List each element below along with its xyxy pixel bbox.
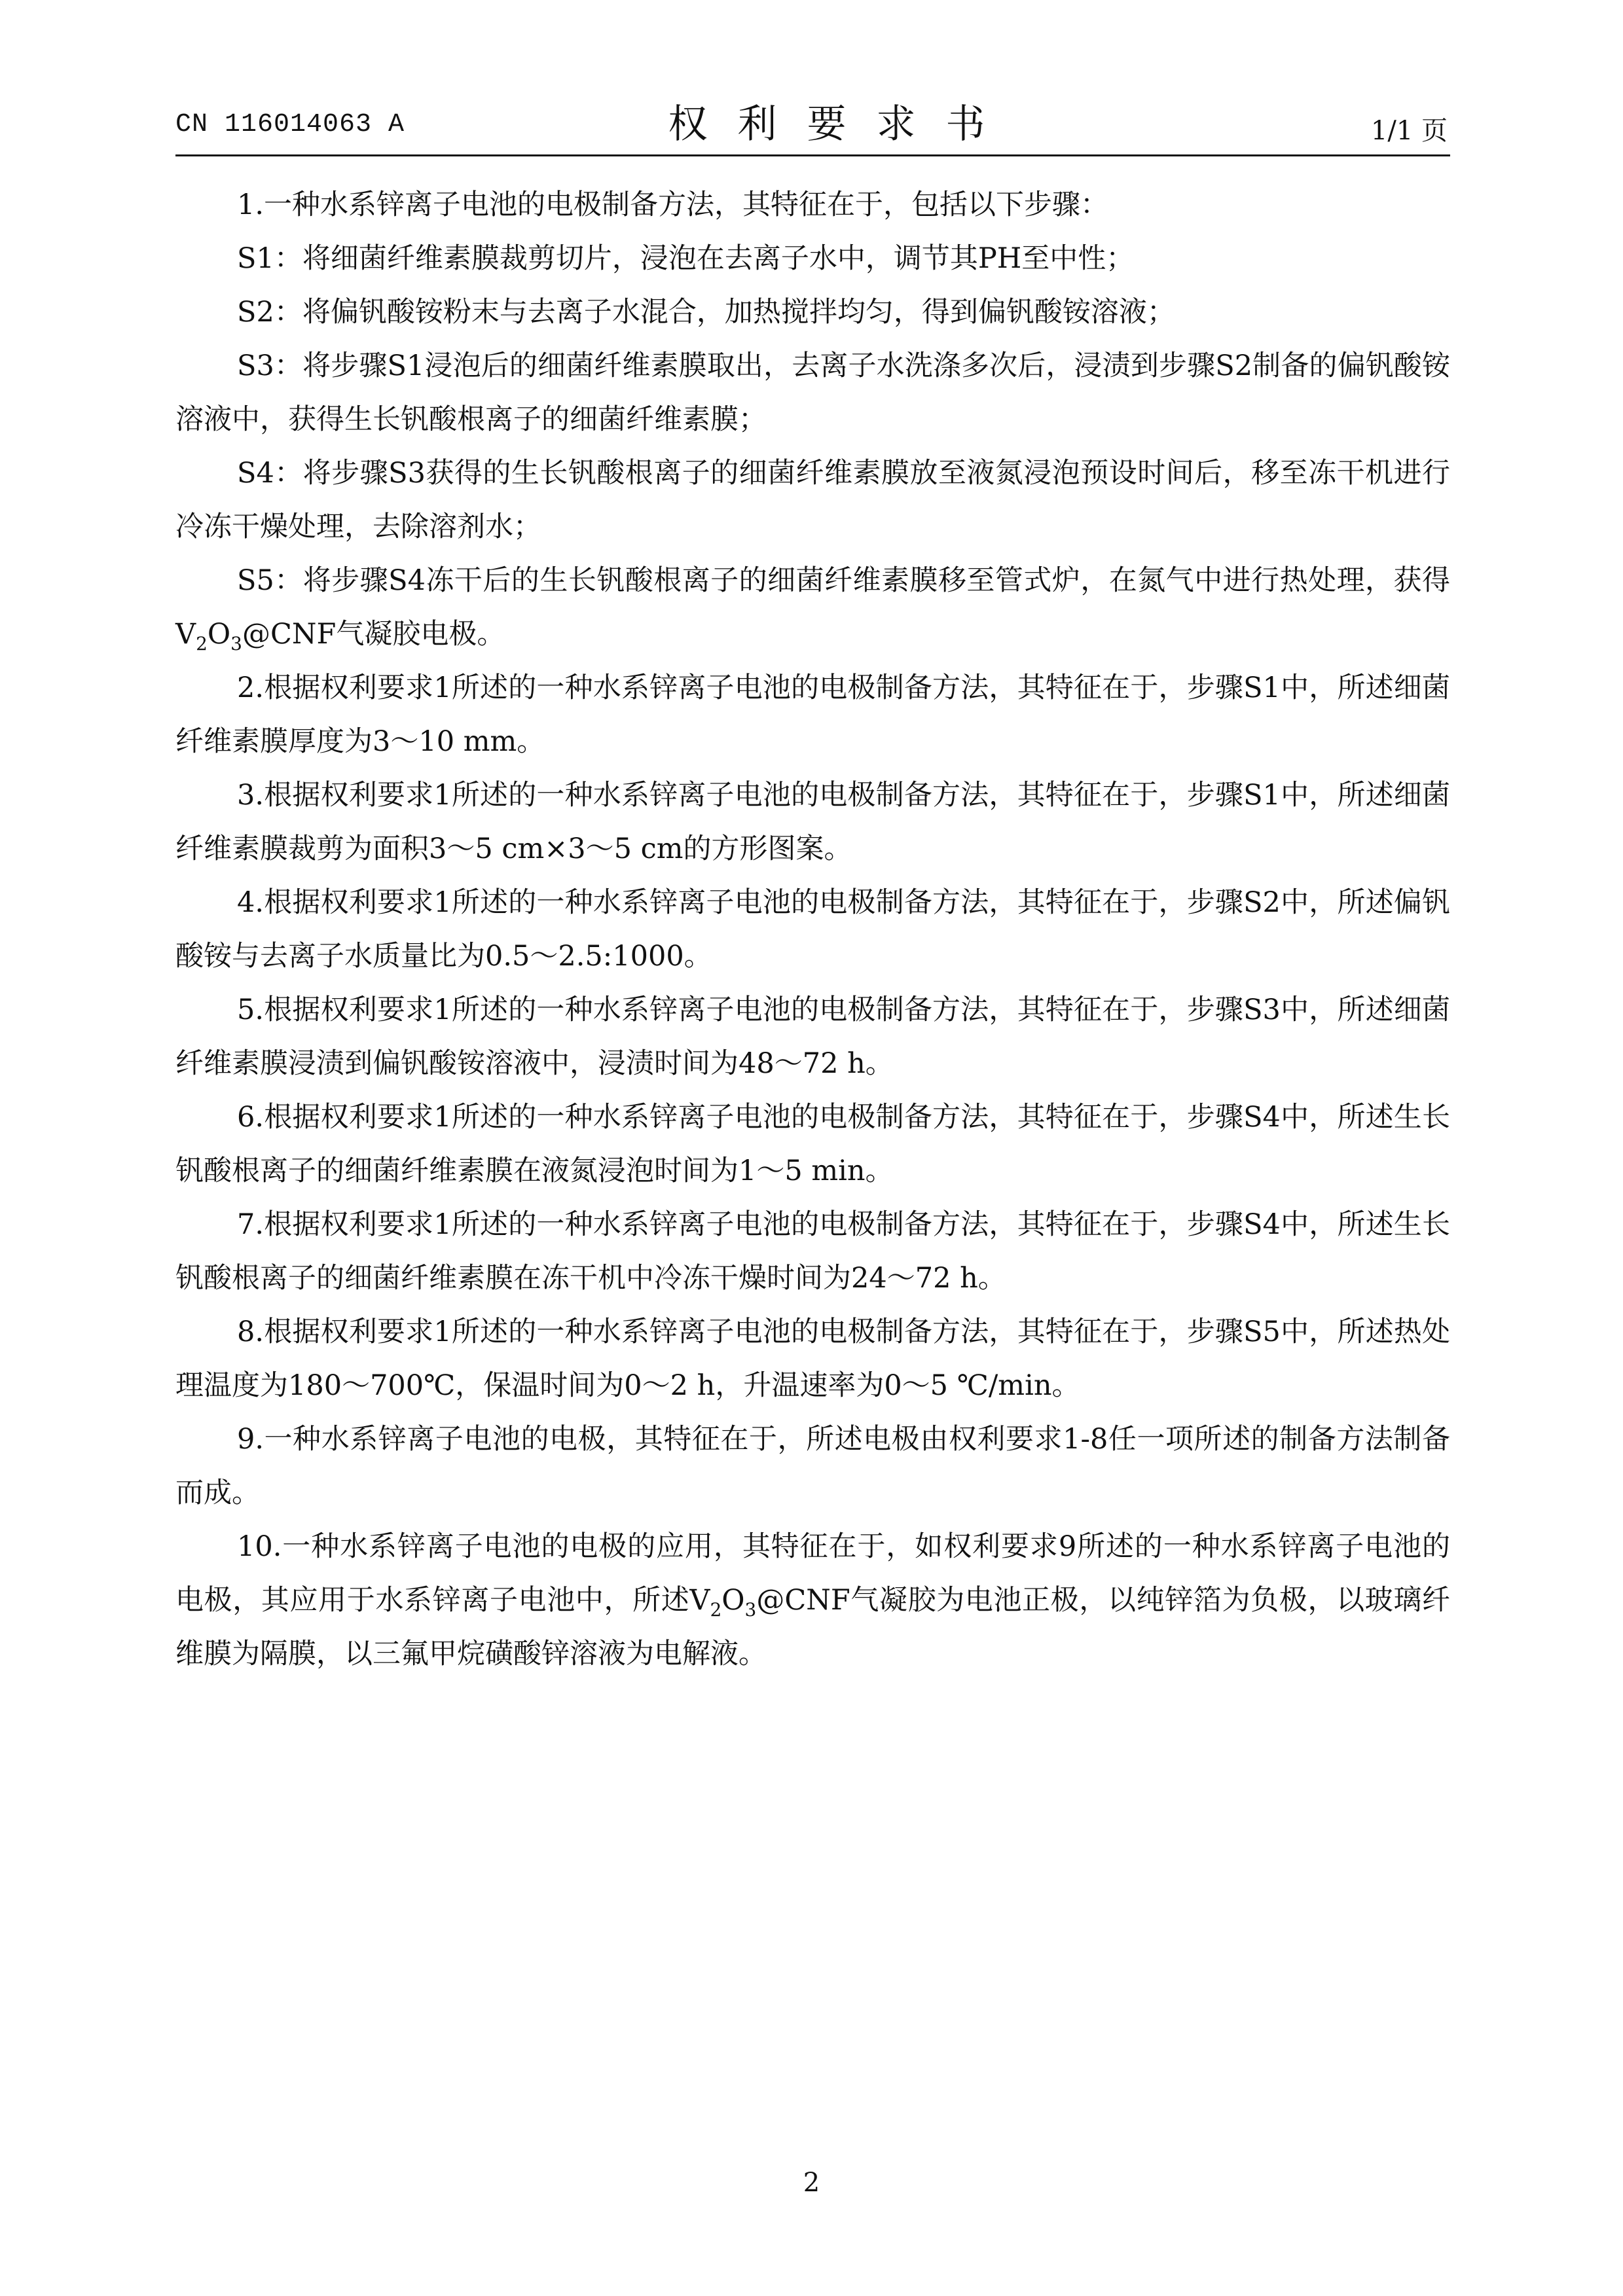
formula-element: O (721, 1584, 745, 1617)
claim-5: 5.根据权利要求1所述的一种水系锌离子电池的电极制备方法，其特征在于，步骤S3中，所述细菌纤维素膜浸渍到偏钒酸铵溶液中，浸渍时间为48～72 h。 (175, 994, 1450, 1080)
claim-1-step-s5 (175, 554, 1450, 661)
claim-6: 6.根据权利要求1所述的一种水系锌离子电池的电极制备方法，其特征在于，步骤S4中，所述生长钒酸根离子的细菌纤维素膜在液氮浸泡时间为1～5 min。 (175, 1101, 1450, 1187)
claim-1-step-s1: S1：将细菌纤维素膜裁剪切片，浸泡在去离子水中，调节其PH至中性； (237, 242, 1135, 275)
claim-10 (175, 1520, 1450, 1681)
claim-1-step-s3: S3：将步骤S1浸泡后的细菌纤维素膜取出，去离子水洗涤多次后，浸渍到步骤S2制备的偏钒酸铵溶液中，获得生长钒酸根离子的细菌纤维素膜； (175, 350, 1450, 436)
page-number: 2 (803, 2168, 820, 2198)
claim-1-step-s5-text-b: @CNF气凝胶电极。 (242, 618, 505, 651)
claims-body (175, 178, 1450, 1681)
claim-9: 9.一种水系锌离子电池的电极，其特征在于，所述电极由权利要求1-8任一项所述的制备方法制备而成。 (175, 1423, 1450, 1509)
claim-10-text-b: @CNF气凝胶为电池正极，以纯锌箔为负极，以玻璃纤维膜为隔膜，以三氟甲烷磺酸锌溶液为电解液。 (175, 1584, 1450, 1670)
page-count: 1/1 页 (1370, 116, 1448, 146)
header-rule (175, 154, 1450, 156)
formula-subscript: 3 (744, 1599, 757, 1621)
claim-1-intro: 1.一种水系锌离子电池的电极制备方法，其特征在于，包括以下步骤： (237, 188, 1109, 221)
claim-10-text-a: 10.一种水系锌离子电池的电极的应用，其特征在于，如权利要求9所述的一种水系锌离子电池的电极，其应用于水系锌离子电池中，所述V (175, 1530, 1450, 1617)
formula-subscript: 2 (710, 1599, 722, 1621)
claim-4: 4.根据权利要求1所述的一种水系锌离子电池的电极制备方法，其特征在于，步骤S2中，所述偏钒酸铵与去离子水质量比为0.5～2.5:1000。 (175, 886, 1450, 973)
claim-1-step-s4: S4：将步骤S3获得的生长钒酸根离子的细菌纤维素膜放至液氮浸泡预设时间后，移至冻干机进行冷冻干燥处理，去除溶剂水； (175, 457, 1450, 543)
publication-number: CN 116014063 A (175, 110, 405, 139)
claim-7: 7.根据权利要求1所述的一种水系锌离子电池的电极制备方法，其特征在于，步骤S4中，所述生长钒酸根离子的细菌纤维素膜在冻干机中冷冻干燥时间为24～72 h。 (175, 1208, 1450, 1295)
formula-element: O (207, 618, 231, 651)
claim-1-step-s2: S2：将偏钒酸铵粉末与去离子水混合，加热搅拌均匀，得到偏钒酸铵溶液； (237, 296, 1175, 329)
claim-8: 8.根据权利要求1所述的一种水系锌离子电池的电极制备方法，其特征在于，步骤S5中，所述热处理温度为180～700℃，保温时间为0～2 h，升温速率为0～5 ℃/min。 (175, 1316, 1450, 1402)
formula-subscript: 3 (230, 633, 242, 655)
document-title: 权利要求书 (668, 101, 1015, 147)
claim-2: 2.根据权利要求1所述的一种水系锌离子电池的电极制备方法，其特征在于，步骤S1中，所述细菌纤维素膜厚度为3～10 mm。 (175, 672, 1450, 758)
formula-subscript: 2 (196, 633, 208, 655)
page-header (0, 0, 1623, 157)
claim-3: 3.根据权利要求1所述的一种水系锌离子电池的电极制备方法，其特征在于，步骤S1中，所述细菌纤维素膜裁剪为面积3～5 cm×3～5 cm的方形图案。 (175, 779, 1450, 865)
claim-1-step-s5-text-a: S5：将步骤S4冻干后的生长钒酸根离子的细菌纤维素膜移至管式炉，在氮气中进行热处理，获得V (175, 564, 1450, 651)
